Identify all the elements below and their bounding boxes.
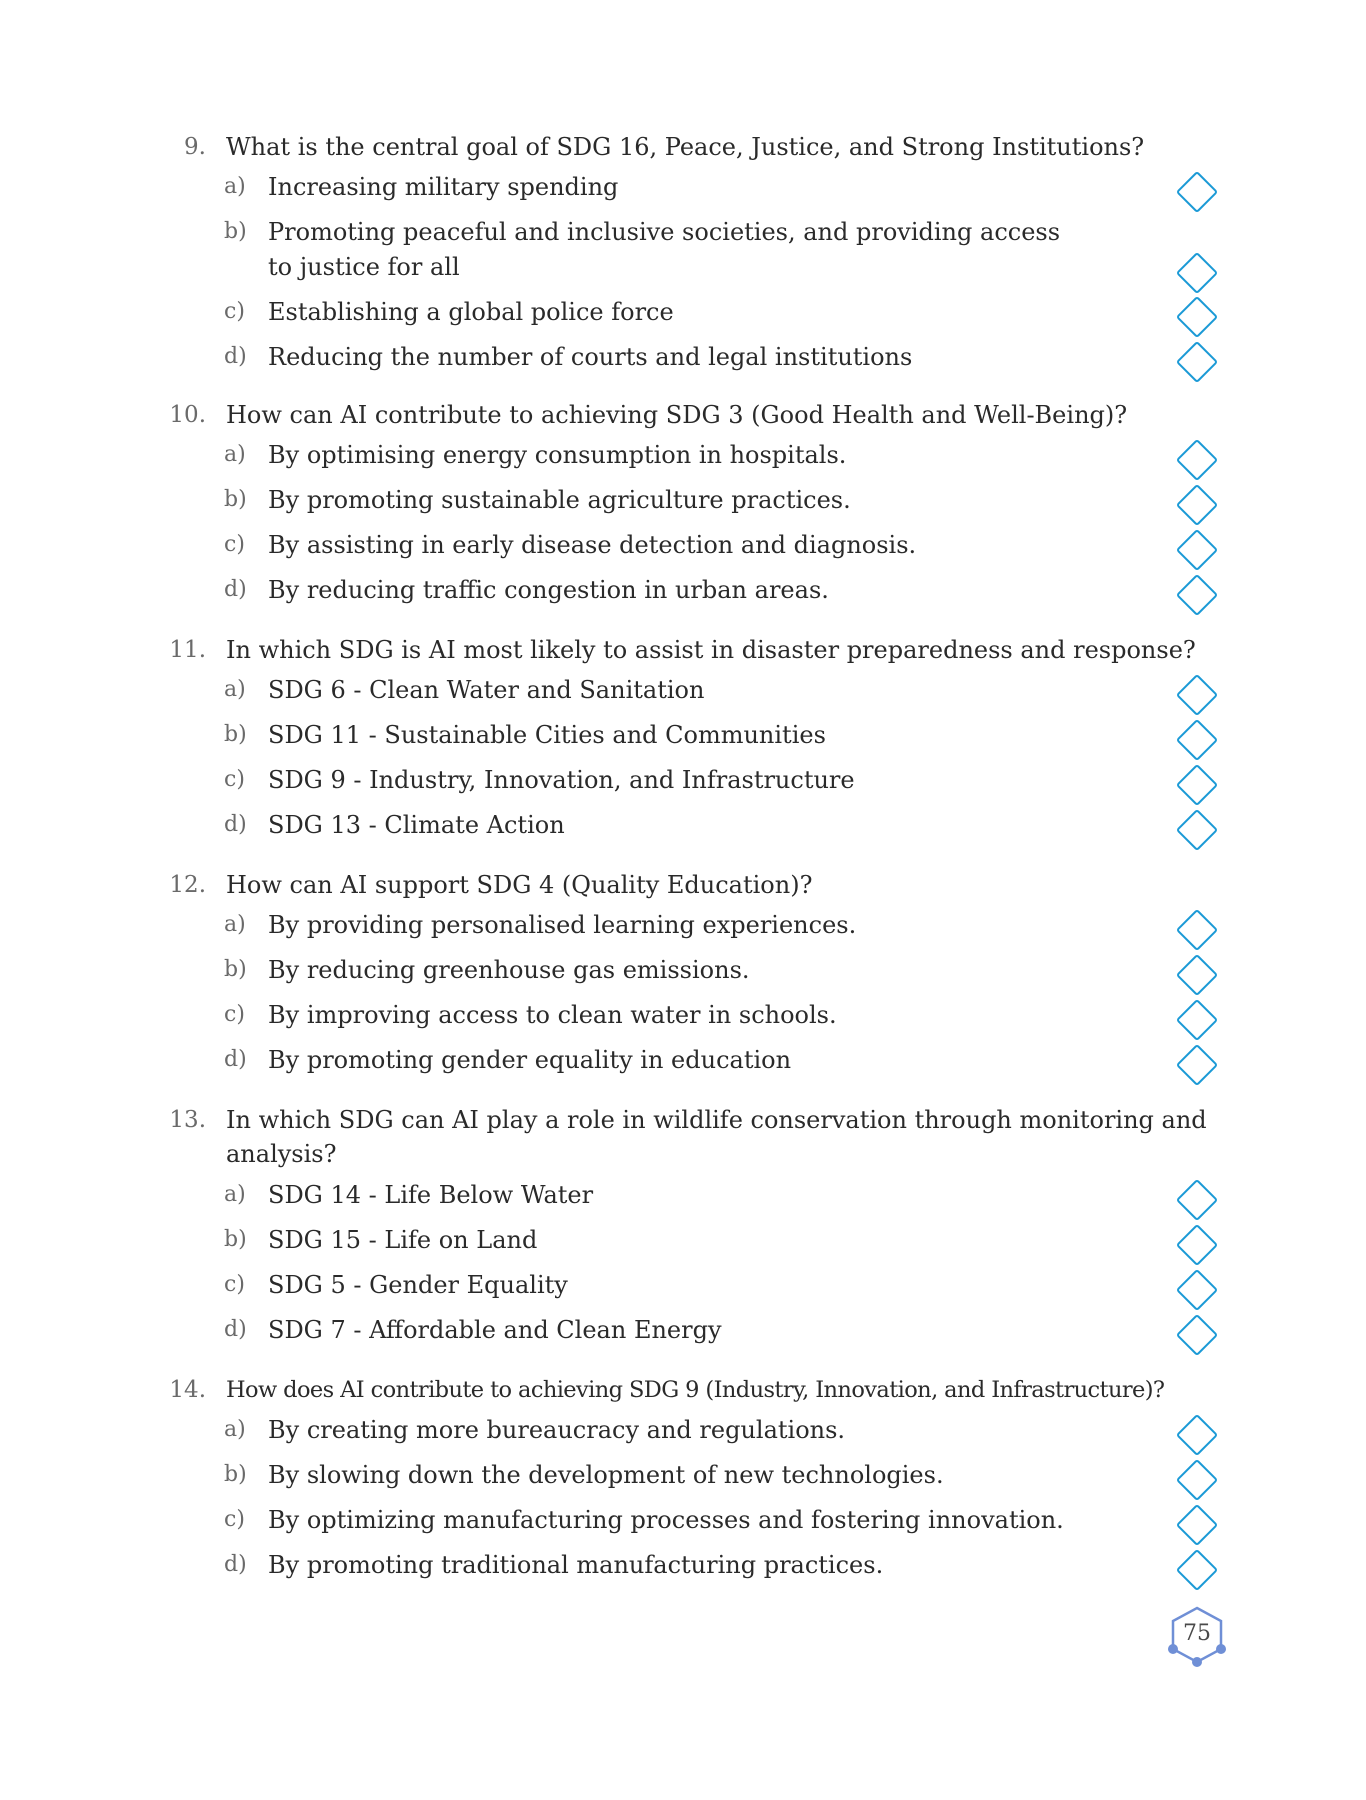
option-text: Promoting peaceful and inclusive societies, and providing access	[268, 218, 1061, 246]
answer-checkbox[interactable]	[1176, 1314, 1218, 1356]
answer-checkbox[interactable]	[1176, 719, 1218, 761]
option-text: By slowing down the development of new technologies.	[268, 1461, 944, 1489]
option-letter: b)	[224, 957, 247, 982]
option-letter: d)	[224, 344, 247, 369]
option-letter: c)	[224, 532, 245, 557]
answer-checkbox[interactable]	[1176, 1224, 1218, 1266]
question-text: In which SDG is AI most likely to assist in disaster preparedness and response?	[226, 636, 1196, 664]
option-text: By reducing greenhouse gas emissions.	[268, 956, 750, 984]
question-number: 14.	[169, 1377, 206, 1403]
option-text: By promoting traditional manufacturing practices.	[268, 1551, 884, 1579]
option-text: Reducing the number of courts and legal institutions	[268, 343, 913, 371]
option-letter: c)	[224, 1272, 245, 1297]
option-letter: d)	[224, 577, 247, 602]
question-text: How can AI contribute to achieving SDG 3 (Good Health and Well-Being)?	[226, 401, 1128, 429]
option-letter: b)	[224, 1462, 247, 1487]
option-letter: c)	[224, 767, 245, 792]
answer-checkbox[interactable]	[1176, 252, 1218, 294]
question-text: How does AI contribute to achieving SDG 9 (Industry, Innovation, and Infrastructure)?	[226, 1377, 1165, 1403]
option-letter: a)	[224, 442, 246, 467]
option-text: By assisting in early disease detection and diagnosis.	[268, 531, 917, 559]
option-letter: c)	[224, 299, 245, 324]
answer-checkbox[interactable]	[1176, 809, 1218, 851]
option-text: By promoting gender equality in education	[268, 1046, 792, 1074]
option-letter: a)	[224, 1182, 246, 1207]
answer-checkbox[interactable]	[1176, 1269, 1218, 1311]
option-text: By reducing traffic congestion in urban areas.	[268, 576, 829, 604]
answer-checkbox[interactable]	[1176, 1044, 1218, 1086]
option-letter: a)	[224, 912, 246, 937]
answer-checkbox[interactable]	[1176, 529, 1218, 571]
option-text: Increasing military spending	[268, 173, 619, 201]
option-letter: d)	[224, 812, 247, 837]
option-text: Establishing a global police force	[268, 298, 674, 326]
option-letter: d)	[224, 1047, 247, 1072]
question-number: 13.	[169, 1107, 206, 1133]
answer-checkbox[interactable]	[1176, 341, 1218, 383]
option-text: SDG 14 - Life Below Water	[268, 1181, 594, 1209]
option-letter: c)	[224, 1002, 245, 1027]
option-text: SDG 11 - Sustainable Cities and Communities	[268, 721, 826, 749]
option-letter: d)	[224, 1317, 247, 1342]
answer-checkbox[interactable]	[1176, 1179, 1218, 1221]
page-number-badge	[1166, 1604, 1228, 1670]
option-letter: b)	[224, 1227, 247, 1252]
option-letter: a)	[224, 1417, 246, 1442]
option-text: By improving access to clean water in schools.	[268, 1001, 837, 1029]
answer-checkbox[interactable]	[1176, 574, 1218, 616]
option-text: By optimizing manufacturing processes and fostering innovation.	[268, 1506, 1064, 1534]
answer-checkbox[interactable]	[1176, 999, 1218, 1041]
option-letter: b)	[224, 487, 247, 512]
option-text: SDG 6 - Clean Water and Sanitation	[268, 676, 705, 704]
answer-checkbox[interactable]	[1176, 296, 1218, 338]
option-letter: b)	[224, 722, 247, 747]
option-letter: a)	[224, 174, 246, 199]
option-text: By creating more bureaucracy and regulations.	[268, 1416, 846, 1444]
option-text: SDG 5 - Gender Equality	[268, 1271, 568, 1299]
answer-checkbox[interactable]	[1176, 1504, 1218, 1546]
answer-checkbox[interactable]	[1176, 484, 1218, 526]
answer-checkbox[interactable]	[1176, 909, 1218, 951]
question-number: 11.	[169, 637, 206, 663]
question-text-continued: analysis?	[226, 1140, 337, 1168]
answer-checkbox[interactable]	[1176, 439, 1218, 481]
question-text: In which SDG can AI play a role in wildlife conservation through monitoring and	[226, 1106, 1207, 1134]
option-text: SDG 15 - Life on Land	[268, 1226, 538, 1254]
option-letter: c)	[224, 1507, 245, 1532]
answer-checkbox[interactable]	[1176, 1414, 1218, 1456]
answer-checkbox[interactable]	[1176, 1549, 1218, 1591]
option-letter: b)	[224, 219, 247, 244]
option-text: SDG 9 - Industry, Innovation, and Infrastructure	[268, 766, 855, 794]
option-letter: d)	[224, 1552, 247, 1577]
option-letter: a)	[224, 677, 246, 702]
option-text: SDG 7 - Affordable and Clean Energy	[268, 1316, 722, 1344]
question-number: 9.	[184, 134, 206, 160]
page-number: 75	[1183, 1621, 1211, 1646]
question-text: How can AI support SDG 4 (Quality Education)?	[226, 871, 813, 899]
option-text: By providing personalised learning experiences.	[268, 911, 857, 939]
answer-checkbox[interactable]	[1176, 764, 1218, 806]
question-text: What is the central goal of SDG 16, Peace, Justice, and Strong Institutions?	[226, 133, 1145, 161]
option-text: By promoting sustainable agriculture practices.	[268, 486, 851, 514]
option-text-continued: to justice for all	[268, 253, 460, 281]
option-text: SDG 13 - Climate Action	[268, 811, 565, 839]
answer-checkbox[interactable]	[1176, 171, 1218, 213]
option-text: By optimising energy consumption in hospitals.	[268, 441, 847, 469]
answer-checkbox[interactable]	[1176, 954, 1218, 996]
question-number: 12.	[169, 872, 206, 898]
answer-checkbox[interactable]	[1176, 674, 1218, 716]
answer-checkbox[interactable]	[1176, 1459, 1218, 1501]
question-number: 10.	[169, 402, 206, 428]
